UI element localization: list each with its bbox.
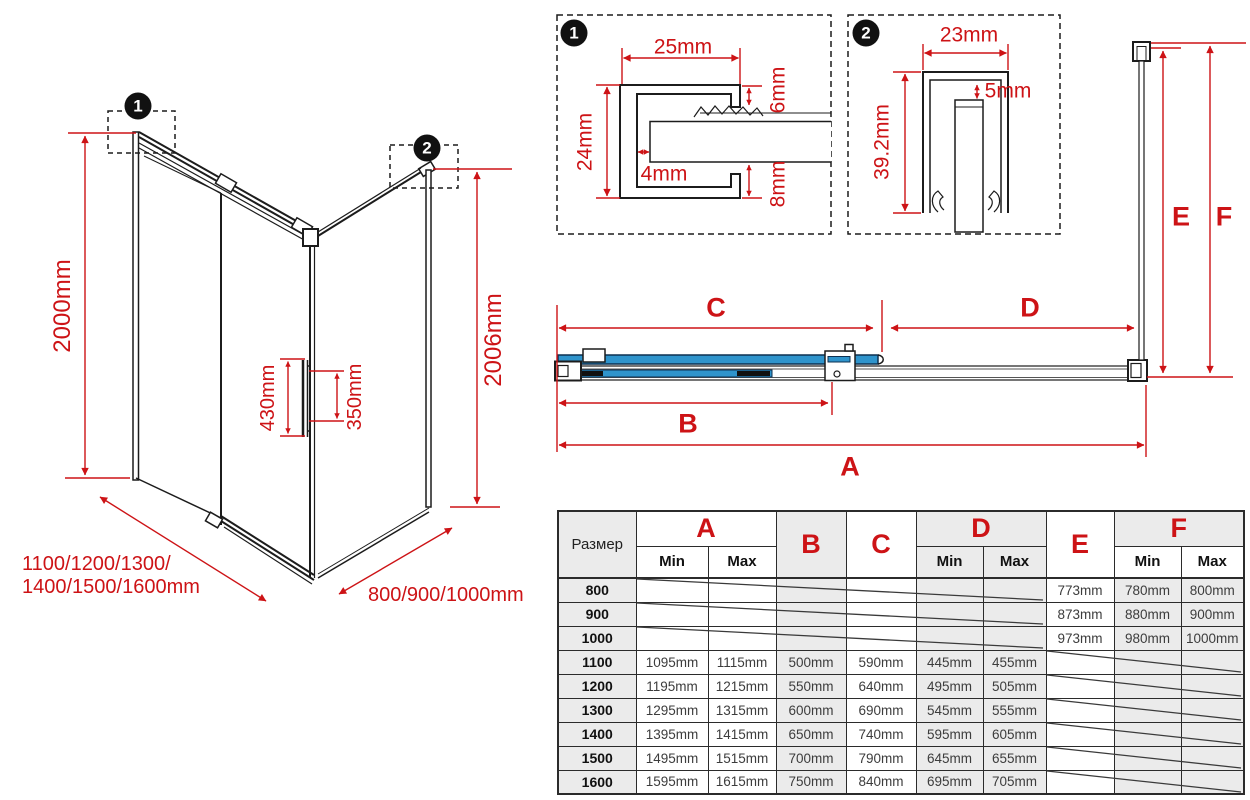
cell-d-min: 545mm: [916, 698, 983, 722]
cell-e: 873mm: [1046, 602, 1114, 626]
cell-b: [776, 602, 846, 626]
main-width-options-line2: 1400/1500/1600mm: [22, 576, 200, 598]
cell-d-min: 645mm: [916, 746, 983, 770]
row-size-label: 1100: [558, 650, 636, 674]
d-min-header: Min: [916, 546, 983, 578]
cell-c: 640mm: [846, 674, 916, 698]
cell-a-max: 1415mm: [708, 722, 776, 746]
cell-f-min: [1114, 650, 1181, 674]
isometric-enclosure-drawing: [108, 111, 458, 584]
dim-label-2006mm: 2006mm: [480, 293, 507, 387]
cell-d-min: 495mm: [916, 674, 983, 698]
cell-e: [1046, 698, 1114, 722]
row-size-label: 1600: [558, 770, 636, 794]
column-header-d: D: [916, 511, 1046, 546]
dim-label-39-2mm: 39.2mm: [870, 104, 894, 180]
cell-f-max: [1181, 746, 1244, 770]
cell-a-max: 1515mm: [708, 746, 776, 770]
cell-f-min: [1114, 722, 1181, 746]
cell-a-max: 1615mm: [708, 770, 776, 794]
cell-f-min: 880mm: [1114, 602, 1181, 626]
roller-carriage-block: [825, 351, 855, 381]
row-size-label: 800: [558, 578, 636, 602]
cell-b: [776, 578, 846, 602]
cell-f-max: 1000mm: [1181, 626, 1244, 650]
row-size-label: 1400: [558, 722, 636, 746]
column-header-f: F: [1114, 511, 1244, 546]
cell-a-max: [708, 602, 776, 626]
size-table: [557, 510, 1245, 795]
cell-a-max: 1315mm: [708, 698, 776, 722]
cell-f-max: 900mm: [1181, 602, 1244, 626]
cell-d-max: 705mm: [983, 770, 1046, 794]
column-header-c: C: [846, 511, 916, 578]
cell-b: 600mm: [776, 698, 846, 722]
cell-c: [846, 602, 916, 626]
dim-label-2000mm: 2000mm: [49, 259, 76, 353]
cell-f-max: 800mm: [1181, 578, 1244, 602]
cell-f-max: [1181, 650, 1244, 674]
cell-a-max: [708, 578, 776, 602]
cell-d-min: [916, 626, 983, 650]
cell-a-min: 1595mm: [636, 770, 708, 794]
row-size-label: 1300: [558, 698, 636, 722]
dim-label-6mm: 6mm: [766, 66, 790, 114]
cell-d-min: 445mm: [916, 650, 983, 674]
cell-a-min: 1095mm: [636, 650, 708, 674]
dim-label-350mm: 350mm: [344, 363, 366, 431]
dim-label-8mm: 8mm: [766, 160, 790, 208]
side-width-options-label: 800/900/1000mm: [368, 584, 524, 606]
cell-d-max: 455mm: [983, 650, 1046, 674]
a-min-header: Min: [636, 546, 708, 578]
cell-f-min: 780mm: [1114, 578, 1181, 602]
plan-dim-a: A: [840, 451, 860, 482]
cell-e: [1046, 722, 1114, 746]
table-row: [558, 698, 1244, 722]
table-row: [558, 650, 1244, 674]
cell-d-min: 595mm: [916, 722, 983, 746]
cell-f-min: [1114, 746, 1181, 770]
cell-a-max: 1215mm: [708, 674, 776, 698]
dim-label-4mm: 4mm: [640, 162, 688, 186]
dim-label-430mm: 430mm: [257, 364, 279, 432]
cell-d-min: [916, 602, 983, 626]
row-size-label: 900: [558, 602, 636, 626]
table-row: [558, 602, 1244, 626]
plan-dim-c: C: [706, 292, 726, 323]
cell-a-max: [708, 626, 776, 650]
cell-e: 973mm: [1046, 626, 1114, 650]
cell-d-max: 555mm: [983, 698, 1046, 722]
cell-d-min: [916, 578, 983, 602]
cell-e: [1046, 674, 1114, 698]
cell-f-min: [1114, 698, 1181, 722]
side-panel-top-view: [1139, 61, 1144, 360]
cell-b: 650mm: [776, 722, 846, 746]
cell-c: [846, 578, 916, 602]
row-size-label: 1000: [558, 626, 636, 650]
table-row: [558, 722, 1244, 746]
main-width-options-label: [22, 553, 200, 599]
cell-f-max: [1181, 674, 1244, 698]
row-size-label: 1500: [558, 746, 636, 770]
cell-a-min: 1495mm: [636, 746, 708, 770]
plan-dim-d: D: [1020, 292, 1040, 323]
cell-c: 690mm: [846, 698, 916, 722]
cell-f-min: [1114, 770, 1181, 794]
cell-c: 790mm: [846, 746, 916, 770]
cell-f-min: [1114, 674, 1181, 698]
cell-a-min: [636, 626, 708, 650]
plan-dim-b: B: [678, 408, 698, 439]
table-row: [558, 746, 1244, 770]
cell-c: 840mm: [846, 770, 916, 794]
cell-d-max: [983, 626, 1046, 650]
column-header-b: B: [776, 511, 846, 578]
table-row: [558, 674, 1244, 698]
cell-c: 590mm: [846, 650, 916, 674]
table-row: [558, 626, 1244, 650]
f-max-header: Max: [1181, 546, 1244, 578]
detail-1-badge: 1: [561, 20, 588, 47]
dim-label-5mm: 5mm: [984, 79, 1032, 103]
row-size-label: 1200: [558, 674, 636, 698]
column-header-e: E: [1046, 511, 1114, 578]
plan-dim-f: F: [1215, 201, 1233, 232]
cell-f-max: [1181, 698, 1244, 722]
cell-f-max: [1181, 722, 1244, 746]
dim-label-23mm: 23mm: [939, 23, 999, 47]
cell-c: 740mm: [846, 722, 916, 746]
cell-f-max: [1181, 770, 1244, 794]
cell-d-max: 655mm: [983, 746, 1046, 770]
column-header-a: A: [636, 511, 776, 546]
cell-e: 773mm: [1046, 578, 1114, 602]
cell-d-min: 695mm: [916, 770, 983, 794]
cell-d-max: [983, 602, 1046, 626]
cell-e: [1046, 650, 1114, 674]
dim-label-25mm: 25mm: [653, 35, 713, 59]
callout-1-badge: 1: [125, 93, 152, 120]
cell-e: [1046, 770, 1114, 794]
main-width-options-line1: 1100/1200/1300/: [22, 553, 171, 575]
d-max-header: Max: [983, 546, 1046, 578]
cell-d-max: 605mm: [983, 722, 1046, 746]
cell-d-max: 505mm: [983, 674, 1046, 698]
dim-label-24mm: 24mm: [573, 112, 597, 172]
cell-b: 550mm: [776, 674, 846, 698]
a-max-header: Max: [708, 546, 776, 578]
cell-a-max: 1115mm: [708, 650, 776, 674]
cell-a-min: 1395mm: [636, 722, 708, 746]
cell-a-min: 1295mm: [636, 698, 708, 722]
isometric-dimensions: [65, 133, 512, 601]
cell-f-min: 980mm: [1114, 626, 1181, 650]
cell-a-min: 1195mm: [636, 674, 708, 698]
f-min-header: Min: [1114, 546, 1181, 578]
cell-c: [846, 626, 916, 650]
cell-b: 750mm: [776, 770, 846, 794]
cell-b: 500mm: [776, 650, 846, 674]
cell-d-max: [983, 578, 1046, 602]
table-row: [558, 578, 1244, 602]
table-row: [558, 770, 1244, 794]
size-column-header: Размер: [558, 511, 636, 578]
callout-2-badge: 2: [414, 135, 441, 162]
cell-a-min: [636, 602, 708, 626]
cell-e: [1046, 746, 1114, 770]
cell-b: 700mm: [776, 746, 846, 770]
cell-a-min: [636, 578, 708, 602]
cell-b: [776, 626, 846, 650]
plan-dim-e: E: [1171, 201, 1191, 232]
detail-2-badge: 2: [853, 20, 880, 47]
